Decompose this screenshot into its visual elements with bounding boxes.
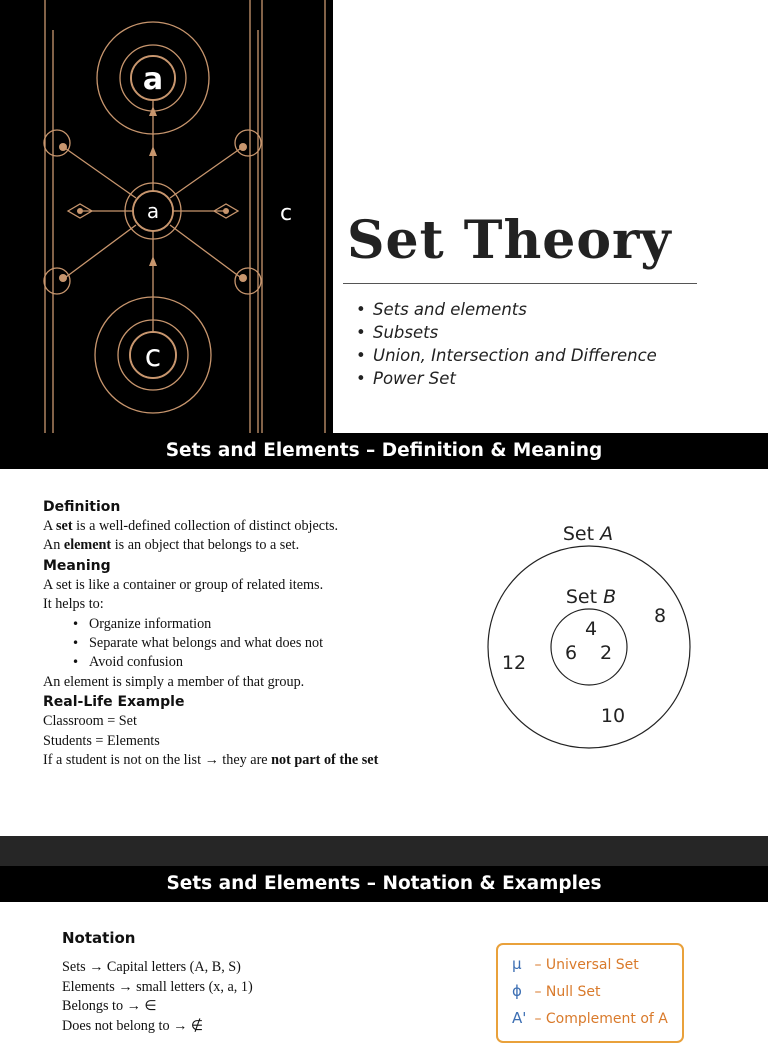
- symbol-description: – Complement of A: [534, 1011, 668, 1027]
- venn-diagram: [484, 516, 696, 752]
- set-b-element: 2: [599, 642, 613, 664]
- meaning-line: A set is like a container or group of related items.: [43, 576, 324, 593]
- slide-separator: [0, 836, 768, 866]
- notation-content: [62, 928, 442, 1036]
- example-line: If a student is not on the list → they are not part of the set: [43, 751, 379, 768]
- meaning-list-item: • Separate what belongs and what does not: [43, 634, 463, 653]
- definition-line: A set is a well-defined collection of distinct objects.: [43, 518, 339, 534]
- null-set-symbol: ϕ: [512, 982, 522, 1000]
- title-divider: [343, 283, 697, 284]
- symbol-row: [512, 1005, 682, 1032]
- notation-line: Elements → small letters (x, a, 1): [62, 978, 253, 995]
- symbol-row: [512, 951, 682, 978]
- set-a-element: 10: [600, 705, 626, 727]
- set-a-element: 8: [653, 605, 667, 627]
- set-theory-illustration: [0, 0, 333, 433]
- definition-heading: Definition: [43, 499, 121, 515]
- topic-item-label: Subsets: [373, 323, 439, 342]
- notation-line: Does not belong to → ∉: [62, 1017, 204, 1034]
- universal-set-symbol: μ: [512, 955, 522, 973]
- set-a-circle: [488, 546, 690, 748]
- topic-item: [356, 367, 657, 390]
- topic-item-label: Union, Intersection and Difference: [373, 346, 657, 365]
- bullet-icon: •: [356, 323, 366, 342]
- notation-heading: Notation: [62, 929, 136, 947]
- art-node-top-label: a: [142, 62, 164, 97]
- topic-item: [356, 344, 657, 367]
- set-b-label: Set B: [565, 586, 617, 608]
- topic-item-label: Power Set: [373, 369, 456, 388]
- topic-item: [356, 298, 657, 321]
- meaning-heading: Meaning: [43, 557, 111, 574]
- notation-line: Sets → Capital letters (A, B, S): [62, 959, 241, 975]
- symbol-description: – Null Set: [534, 984, 601, 1000]
- example-line: Students = Elements: [43, 732, 160, 749]
- section-header-notation: Sets and Elements – Notation & Examples: [0, 866, 768, 902]
- set-a-label: Set A: [562, 523, 614, 545]
- topic-list: [356, 298, 657, 390]
- symbol-row: [512, 978, 682, 1005]
- meaning-line: An element is simply a member of that group.: [43, 673, 305, 690]
- art-node-bottom-label: c: [144, 339, 162, 374]
- example-heading: Real-Life Example: [43, 694, 185, 711]
- bullet-icon: •: [356, 346, 366, 365]
- symbols-legend-box: [496, 943, 684, 1043]
- example-line: Classroom = Set: [43, 713, 137, 730]
- bullet-icon: •: [72, 655, 80, 670]
- page-title: Set Theory: [347, 210, 672, 271]
- topic-item: [356, 321, 657, 344]
- complement-symbol: A': [512, 1009, 527, 1027]
- title-slide: [0, 0, 768, 433]
- definition-line: An element is an object that belongs to a set.: [43, 537, 300, 554]
- topic-item-label: Sets and elements: [373, 300, 527, 319]
- art-node-right-label: c: [279, 201, 293, 226]
- set-b-element: 6: [564, 642, 578, 664]
- definition-content: [43, 497, 463, 770]
- symbol-description: – Universal Set: [534, 957, 639, 973]
- decorative-art-panel: [0, 0, 333, 433]
- meaning-list-item: • Organize information: [43, 615, 463, 634]
- bullet-icon: •: [72, 616, 80, 631]
- meaning-line: It helps to:: [43, 596, 104, 613]
- meaning-list-item: • Avoid confusion: [43, 653, 463, 672]
- set-a-element: 12: [501, 652, 527, 674]
- bullet-icon: •: [356, 369, 366, 388]
- section-header-definition: Sets and Elements – Definition & Meaning: [0, 433, 768, 469]
- notation-line: Belongs to → ∈: [62, 998, 157, 1015]
- bullet-icon: •: [356, 300, 366, 319]
- set-b-element: 4: [584, 618, 598, 640]
- bullet-icon: •: [72, 635, 80, 650]
- art-node-center-label: a: [146, 199, 160, 223]
